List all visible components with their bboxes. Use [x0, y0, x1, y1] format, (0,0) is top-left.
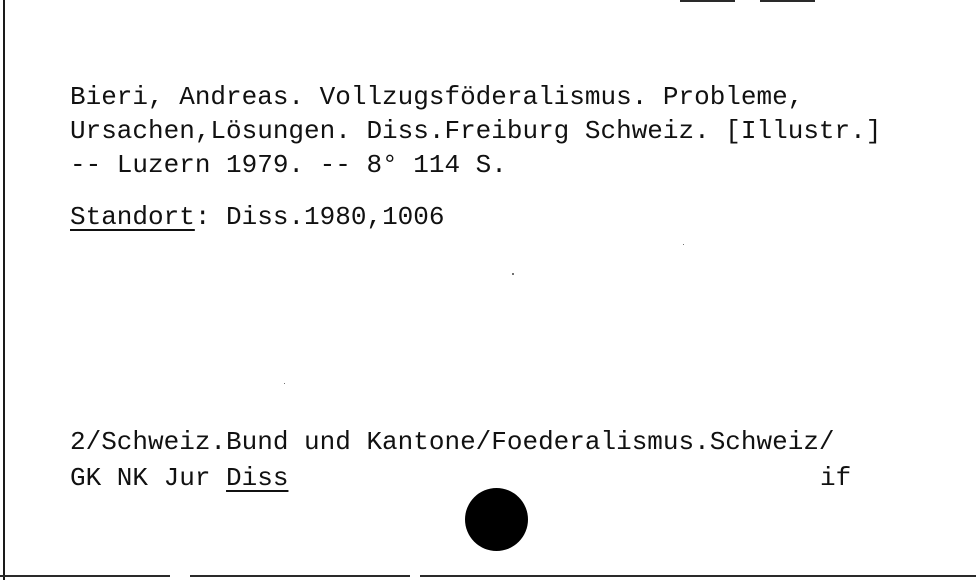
entry-line-3: -- Luzern 1979. -- 8° 114 S. [70, 150, 507, 180]
location-line [70, 200, 444, 234]
entry-line-1: Bieri, Andreas. Vollzugsföderalismus. Probleme, [70, 82, 804, 112]
dust-speck [512, 273, 514, 275]
dust-speck [284, 383, 285, 384]
scan-mark-top [680, 0, 735, 2]
location-value: Diss.1980,1006 [210, 202, 445, 232]
entry-line-2: Ursachen,Lösungen. Diss.Freiburg Schweiz. [Illustr.] [70, 116, 882, 146]
cataloger-initials: if [820, 463, 852, 493]
card-bottom-edge [0, 575, 976, 577]
codes-line [70, 461, 288, 495]
codes-prefix: GK NK Jur [70, 463, 227, 493]
location-label: Standort [70, 202, 195, 232]
punch-hole [465, 488, 528, 551]
subject-line: 2/Schweiz.Bund und Kantone/Foederalismus.Schweiz/ [70, 427, 835, 457]
location-label-colon: : [194, 202, 211, 232]
scan-mark-top [760, 0, 815, 2]
dust-speck [683, 244, 684, 245]
codes-diss: Diss [226, 463, 289, 493]
card-left-edge [3, 0, 5, 580]
